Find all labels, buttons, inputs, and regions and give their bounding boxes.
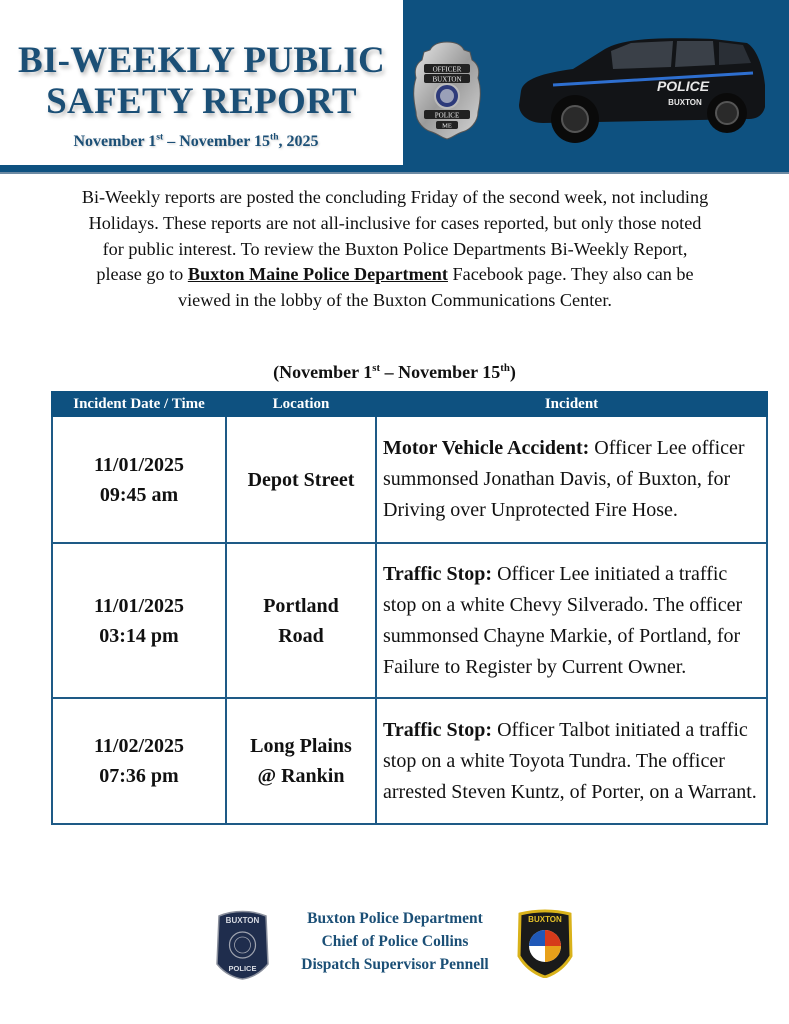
incident-description-cell bbox=[376, 416, 767, 543]
location-line-1: Long Plains bbox=[250, 735, 352, 757]
column-header-date-time: Incident Date / Time bbox=[52, 392, 226, 416]
incident-description-cell bbox=[376, 698, 767, 824]
incident-time: 03:14 pm bbox=[99, 624, 179, 647]
title-line-2: SAFETY REPORT bbox=[46, 81, 357, 122]
svg-text:POLICE: POLICE bbox=[656, 78, 710, 94]
incident-description-cell bbox=[376, 543, 767, 698]
intro-paragraph bbox=[80, 185, 710, 314]
date-end: – November 15 bbox=[163, 133, 270, 150]
subtitle-close: ) bbox=[509, 362, 516, 382]
incident-date: 11/01/2025 bbox=[93, 453, 184, 476]
location-line-2: @ Rankin bbox=[257, 765, 345, 787]
footer-contacts bbox=[270, 907, 520, 976]
column-header-incident: Incident bbox=[376, 392, 767, 416]
incident-location-cell bbox=[226, 416, 376, 543]
incident-type: Traffic Stop: bbox=[383, 562, 493, 585]
location-line-2: Road bbox=[278, 624, 324, 647]
incident-date: 11/02/2025 bbox=[93, 735, 184, 757]
table-date-heading bbox=[0, 362, 789, 383]
incident-type: Traffic Stop: bbox=[383, 718, 493, 741]
svg-text:BUXTON: BUXTON bbox=[432, 75, 462, 84]
svg-text:ME: ME bbox=[442, 122, 452, 130]
subtitle-end-suffix: th bbox=[500, 362, 510, 374]
table-row bbox=[52, 698, 767, 824]
svg-text:OFFICER: OFFICER bbox=[432, 65, 462, 74]
police-car-image bbox=[513, 27, 769, 147]
buxton-police-patch-icon bbox=[215, 908, 270, 980]
incident-table bbox=[51, 391, 768, 825]
svg-text:POLICE: POLICE bbox=[228, 964, 257, 973]
police-badge-icon bbox=[412, 40, 482, 140]
subtitle-end: – November 15 bbox=[380, 362, 501, 382]
incident-location-cell bbox=[226, 698, 376, 824]
footer-department: Buxton Police Department bbox=[307, 910, 483, 927]
incident-description: Officer Lee initiated a traffic stop on a white Chevy Silverado. The officer summonsed Chayne Markie, of Portland, for Failure to Register by Current Owner. bbox=[383, 562, 743, 678]
intro-text-before: Bi-Weekly reports are posted the concluding Friday of the second week, not including Holidays. These reports are not all-inclusive for cases reported, but only those noted for public interest. To review the Buxton Police Departments Bi-Weekly Report, please go to bbox=[81, 187, 709, 285]
svg-text:BUXTON: BUXTON bbox=[668, 98, 702, 107]
incident-date-time-cell bbox=[52, 543, 226, 698]
incident-time: 09:45 am bbox=[99, 483, 179, 506]
facebook-page-link[interactable]: Buxton Maine Police Department bbox=[187, 264, 448, 285]
date-end-suffix: th bbox=[270, 131, 279, 143]
incident-location-cell bbox=[226, 543, 376, 698]
incident-date: 11/01/2025 bbox=[93, 594, 184, 617]
location-line-1: Depot Street bbox=[247, 468, 355, 491]
subtitle-start: (November 1 bbox=[273, 362, 373, 382]
table-row bbox=[52, 543, 767, 698]
date-year: , 2025 bbox=[278, 133, 319, 150]
incident-description: Officer Lee officer summonsed Jonathan Davis, of Buxton, for Driving over Unprotected Fire Hose. bbox=[383, 437, 745, 521]
intro-text-after: Facebook page. They also can be viewed in the lobby of the Buxton Communications Center. bbox=[178, 264, 694, 311]
date-start: November 1 bbox=[73, 133, 157, 150]
svg-text:POLICE: POLICE bbox=[434, 111, 460, 120]
incident-date-time-cell bbox=[52, 698, 226, 824]
date-start-suffix: st bbox=[156, 131, 164, 143]
footer bbox=[0, 905, 789, 985]
header-divider-shadow bbox=[0, 172, 789, 174]
table-row bbox=[52, 416, 767, 543]
incident-time: 07:36 pm bbox=[99, 765, 179, 787]
report-date-range bbox=[0, 133, 392, 151]
table-header-row bbox=[52, 392, 767, 416]
subtitle-start-suffix: st bbox=[372, 362, 381, 374]
column-header-location: Location bbox=[226, 392, 376, 416]
footer-chief: Chief of Police Collins bbox=[321, 933, 469, 950]
incident-date-time-cell bbox=[52, 416, 226, 543]
location-line-1: Portland bbox=[263, 594, 339, 617]
footer-dispatch-supervisor: Dispatch Supervisor Pennell bbox=[301, 956, 489, 973]
report-title bbox=[0, 40, 403, 122]
svg-text:BUXTON: BUXTON bbox=[225, 916, 260, 925]
title-line-1: BI-WEEKLY PUBLIC bbox=[17, 40, 385, 81]
incident-description: Officer Talbot initiated a traffic stop on a white Toyota Tundra. The officer arrested Steven Kuntz, of Porter, on a Warrant. bbox=[383, 718, 757, 803]
incident-type: Motor Vehicle Accident: bbox=[383, 437, 590, 459]
svg-text:BUXTON: BUXTON bbox=[528, 915, 562, 924]
buxton-emergency-patch-icon bbox=[516, 908, 574, 978]
